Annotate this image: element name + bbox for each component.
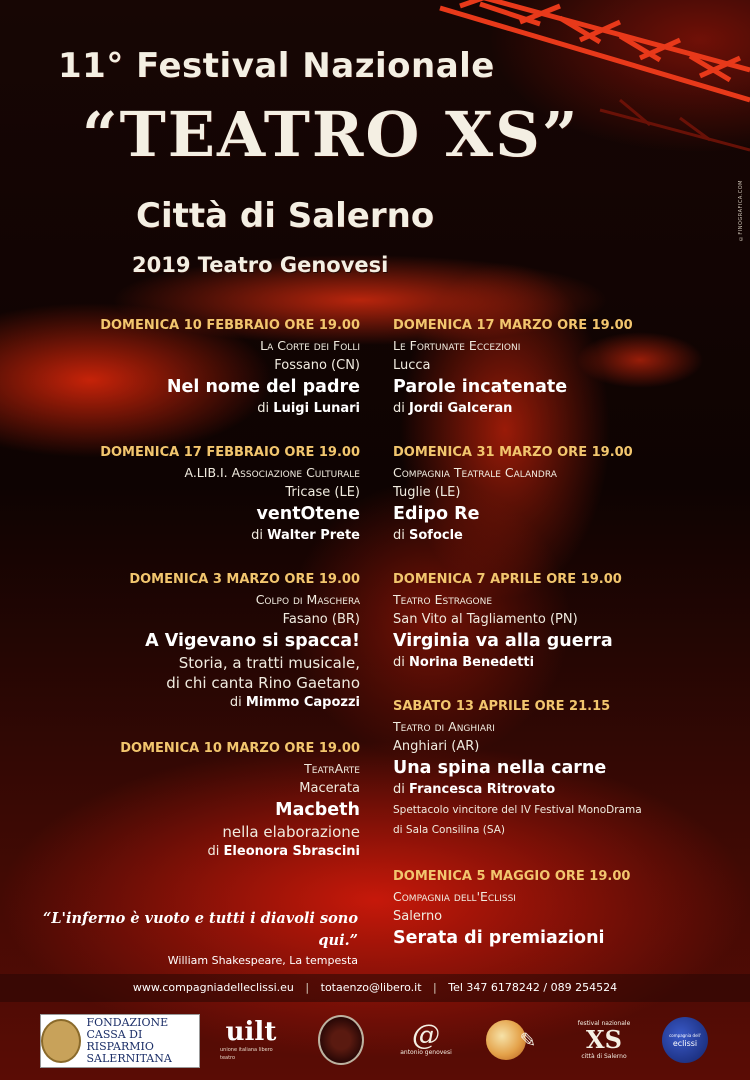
event-place: Salerno xyxy=(393,909,443,924)
event-title: Virginia va alla guerra xyxy=(393,631,613,651)
event-date: DOMENICA 17 FEBBRAIO ORE 19.00 xyxy=(100,445,360,460)
event-company: Teatro Estragone xyxy=(393,592,493,607)
festival-city: Città di Salerno xyxy=(136,196,435,236)
event-place: Fasano (BR) xyxy=(282,612,360,627)
event-author: di Eleonora Sbrascini xyxy=(207,844,360,859)
event-item xyxy=(40,443,360,546)
event-date: DOMENICA 7 APRILE ORE 19.00 xyxy=(393,572,622,587)
event-title: A Vigevano si spacca! xyxy=(145,631,360,651)
event-author: di Norina Benedetti xyxy=(393,655,535,670)
genovesi-mark-icon: @ xyxy=(412,1018,440,1051)
eclissi-logo xyxy=(662,1014,708,1066)
event-place: San Vito al Tagliamento (PN) xyxy=(393,612,578,627)
quote-text: “L'inferno è vuoto e tutti i diavoli sono qui.” xyxy=(43,910,358,949)
event-item xyxy=(393,443,723,546)
phone-number: Tel 347 6178242 / 089 254524 xyxy=(448,981,618,994)
event-author: di Sofocle xyxy=(393,528,463,543)
event-title: Serata di premiazioni xyxy=(393,928,605,948)
event-title: ventOtene xyxy=(256,504,360,524)
event-date: SABATO 13 APRILE ORE 21.15 xyxy=(393,699,611,714)
event-item xyxy=(393,316,723,419)
event-company: Teatro di Anghiari xyxy=(393,719,495,734)
seal-icon xyxy=(41,1019,81,1063)
email-link[interactable]: totaenzo@libero.it xyxy=(320,981,422,994)
crest-icon xyxy=(318,1015,364,1065)
event-place: Macerata xyxy=(299,781,360,796)
event-company: A.LIB.I. Associazione Culturale xyxy=(184,465,360,480)
event-company: La Corte dei Folli xyxy=(260,338,360,353)
event-date: DOMENICA 31 MARZO ORE 19.00 xyxy=(393,445,633,460)
contact-bar xyxy=(0,974,750,1002)
event-date: DOMENICA 3 MARZO ORE 19.00 xyxy=(129,572,360,587)
event-place: Lucca xyxy=(393,358,431,373)
festival-year-venue: 2019 Teatro Genovesi xyxy=(132,253,389,277)
pen-icon: ✎ xyxy=(519,1028,537,1052)
event-item xyxy=(40,570,360,713)
fondazione-logo xyxy=(40,1014,200,1068)
event-author: di Luigi Lunari xyxy=(257,401,360,416)
festival-edition-title: 11° Festival Nazionale xyxy=(58,46,495,86)
event-place: Tuglie (LE) xyxy=(393,485,461,500)
photo-credit: ©FINOGRAFICA.COM xyxy=(738,180,744,242)
eclissi-badge-icon: compagnia dell' eclissi xyxy=(662,1017,708,1063)
event-note: di Sala Consilina (SA) xyxy=(393,824,506,836)
event-company: Le Fortunate Eccezioni xyxy=(393,338,521,353)
shakespeare-quote xyxy=(18,908,358,970)
event-item xyxy=(393,570,723,673)
event-title: Una spina nella carne xyxy=(393,758,607,778)
event-title: Nel nome del padre xyxy=(166,377,360,397)
event-note: Spettacolo vincitore del IV Festival MonoDrama xyxy=(393,804,642,816)
festival-name: “TEATRO XS” xyxy=(82,98,580,171)
event-title: Macbeth xyxy=(275,800,360,820)
event-company: Compagnia dell'Eclissi xyxy=(393,889,516,904)
event-place: Anghiari (AR) xyxy=(393,739,480,754)
sponsors-bar xyxy=(0,1004,750,1080)
event-author: di Francesca Ritrovato xyxy=(393,782,556,797)
event-subtitle: di chi canta Rino Gaetano xyxy=(166,674,360,692)
event-title: Parole incatenate xyxy=(393,377,568,397)
event-item xyxy=(393,867,723,950)
event-author: di Mimmo Capozzi xyxy=(229,695,360,710)
genovesi-logo: @ antonio genovesi xyxy=(400,1018,452,1056)
event-company: TeatrArte xyxy=(304,761,360,776)
separator: | xyxy=(305,981,310,994)
quote-author: William Shakespeare, La tempesta xyxy=(167,954,358,967)
event-title: Edipo Re xyxy=(393,504,480,524)
event-item xyxy=(40,316,360,419)
uilt-logo: uilt unione italiana libero teatro xyxy=(220,1017,277,1061)
event-place: Tricase (LE) xyxy=(285,485,360,500)
event-subtitle: nella elaborazione xyxy=(222,823,360,841)
crest-logo xyxy=(318,1014,364,1066)
sun-moon-logo xyxy=(482,1014,540,1066)
event-subtitle: Storia, a tratti musicale, xyxy=(178,654,360,672)
event-company: Colpo di Maschera xyxy=(255,592,360,607)
event-author: di Jordi Galceran xyxy=(393,401,513,416)
event-place: Fossano (CN) xyxy=(274,358,360,373)
event-date: DOMENICA 10 MARZO ORE 19.00 xyxy=(120,741,360,756)
event-item xyxy=(40,739,360,862)
fondazione-name: FONDAZIONE CASSA DI RISPARMIO SALERNITANA xyxy=(86,1016,172,1065)
event-company: Compagnia Teatrale Calandra xyxy=(393,465,557,480)
separator: | xyxy=(433,981,437,994)
event-date: DOMENICA 5 MAGGIO ORE 19.00 xyxy=(393,869,631,884)
event-author: di Walter Prete xyxy=(251,528,360,543)
festival-xs-logo: festival nazionale XS città di Salerno xyxy=(577,1020,631,1060)
event-date: DOMENICA 17 MARZO ORE 19.00 xyxy=(393,318,633,333)
event-item xyxy=(393,697,723,840)
website-link[interactable]: www.compagniadelleclissi.eu xyxy=(132,981,294,994)
event-date: DOMENICA 10 FEBBRAIO ORE 19.00 xyxy=(100,318,360,333)
